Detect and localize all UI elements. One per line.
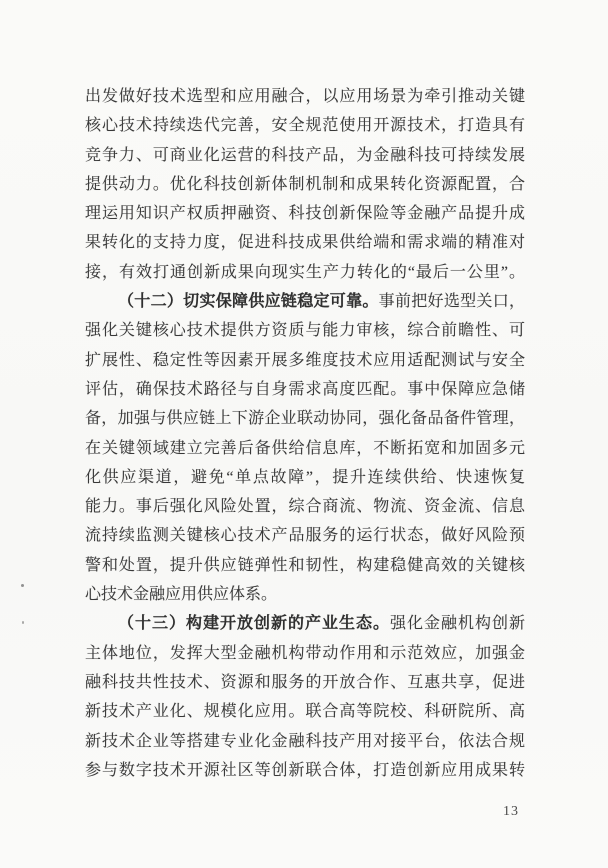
text-line: 果转化的支持力度，促进科技成果供给端和需求端的精准对	[85, 234, 525, 252]
text-block	[85, 82, 525, 785]
text-line: 心技术金融应用供应体系。	[85, 586, 278, 604]
ink-speck	[21, 584, 24, 587]
text-line: 评估，确保技术路径与自身需求高度匹配。事中保障应急储	[85, 380, 525, 398]
text-line: 流持续监测关键核心技术产品服务的运行状态，做好风险预	[85, 527, 525, 545]
text-line: 警和处置，提升供应链弹性和韧性，构建稳健高效的关键核	[85, 556, 525, 574]
text-line: 强化关键核心技术提供方资质与能力审核，综合前瞻性、可	[85, 322, 525, 340]
text-line: 新技术产业化、规模化应用。联合高等院校、科研院所、高	[85, 703, 525, 721]
paragraph-lead: （十三）构建开放创新的产业生态。	[118, 615, 390, 633]
text-line: 接，有效打通创新成果向现实生产力转化的“最后一公里”。	[85, 263, 525, 281]
page-number: 13	[503, 804, 519, 819]
text-line: 化供应渠道，避免“单点故障”，提升连续供给、快速恢复	[85, 468, 525, 486]
text-line: （十二）切实保障供应链稳定可靠。事前把好选型关口，	[118, 293, 525, 311]
text-line: （十三）构建开放创新的产业生态。强化金融机构创新	[118, 615, 525, 633]
text-line: 融科技共性技术、资源和服务的开放合作、互惠共享，促进	[85, 673, 525, 691]
paragraph-lead: （十二）切实保障供应链稳定可靠。	[118, 293, 379, 311]
text-line: 能力。事后强化风险处置，综合商流、物流、资金流、信息	[85, 498, 525, 516]
text-line: 备，加强与供应链上下游企业联动协同，强化备品备件管理，	[85, 410, 525, 428]
text-line: 核心技术持续迭代完善，安全规范使用开源技术，打造具有	[85, 117, 525, 135]
text-line: 新技术企业等搭建专业化金融科技产用对接平台，依法合规	[85, 732, 525, 750]
text-line: 理运用知识产权质押融资、科技创新保险等金融产品提升成	[85, 205, 525, 223]
text-line: 扩展性、稳定性等因素开展多维度技术应用适配测试与安全	[85, 351, 525, 369]
text-line: 主体地位，发挥大型金融机构带动作用和示范效应，加强金	[85, 644, 525, 662]
text-line: 提供动力。优化科技创新体制机制和成果转化资源配置，合	[85, 175, 525, 193]
text-line: 竞争力、可商业化运营的科技产品，为金融科技可持续发展	[85, 146, 525, 164]
ink-speck	[22, 621, 24, 624]
text-line: 参与数字技术开源社区等创新联合体，打造创新应用成果转	[85, 761, 525, 779]
text-line: 在关键领域建立完善后备供给信息库，不断拓宽和加固多元	[85, 439, 525, 457]
text-line: 出发做好技术选型和应用融合，以应用场景为牵引推动关键	[85, 88, 525, 105]
